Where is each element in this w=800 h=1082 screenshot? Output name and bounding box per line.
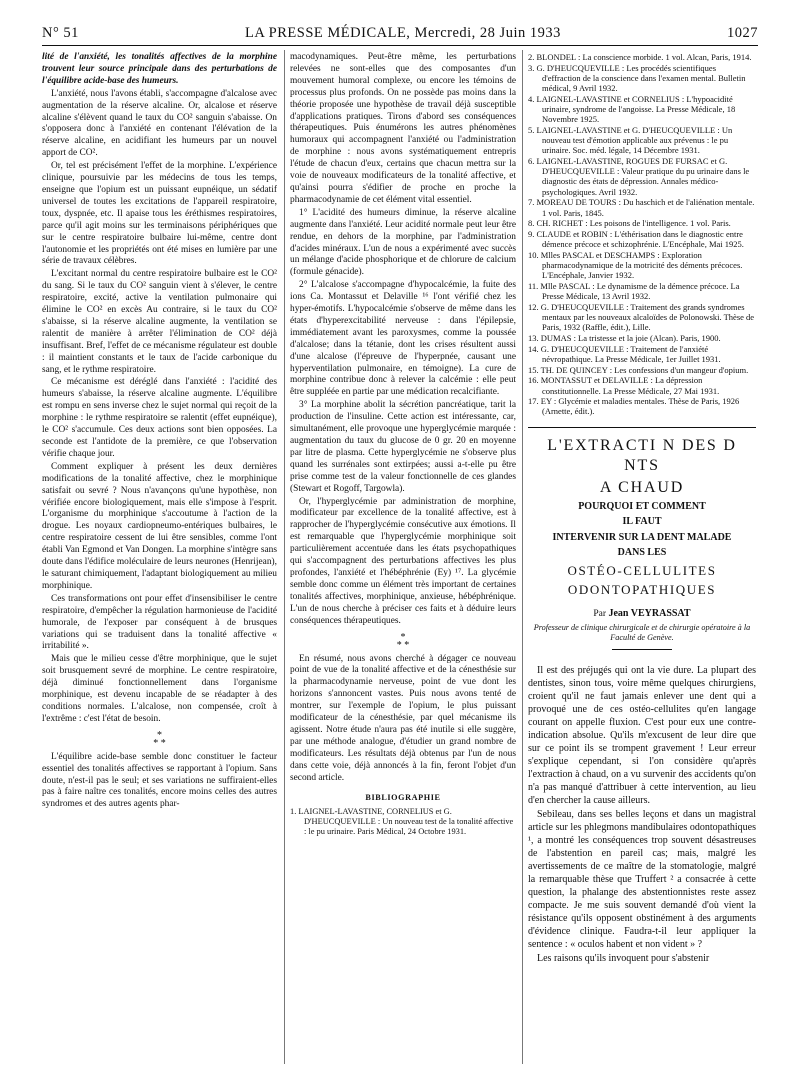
paragraph: Mais que le milieu cesse d'être morphinique, que le sujet soit brusquement sevré de morphine. Le centre respiratoire, déjà diminué fonctionnellement dans l'organisme morphinique, est devenu incapable de se réadapter à des conditions normales. L'alcalose, non compensée, croît à l'extrême : c'est l'état de besoin. — [42, 654, 277, 724]
lead-paragraph: lité de l'anxiété, les tonalités affectives de la morphine trouvent leur source principale dans des perturbations de l'équilibre acide-base des humeurs. — [42, 52, 277, 86]
article-separator — [528, 427, 756, 428]
article-author — [528, 608, 756, 621]
bibliography-entry: 8. CH. RICHET : Les poisons de l'intelligence. 1 vol. Paris. — [528, 218, 731, 229]
bibliography-entry: 3. G. D'HEUCQUEVILLE : Les procédés scientifiques d'effraction de la conscience dans l'examen mental. Bulletin médical, 9 Avril 1932. — [528, 62, 746, 94]
bibliography-entry: 17. EY : Glycémie et maladies mentales. Thèse de Paris, 1926 (Arnette, édit.). — [528, 396, 740, 417]
paragraph: L'équilibre acide-base semble donc constituer le facteur essentiel des tonalités affectives se rapportant à l'opium. Sans doute, n'est-il pas le seul; et ses variations ne suffiraient-elles pas à faire naître ces tonalités, encore moins celles des autres syndromes et des autres agents phar- — [42, 751, 277, 810]
bibliography-heading: BIBLIOGRAPHIE — [365, 793, 441, 803]
paragraph: Comment expliquer à présent les deux dernières modifications de la tonalité affective, chez le morphinique satisfait ou sevré ? Nous n'avançons qu'une hypothèse, non vérifiée encore biologiquement, mais elle s'impose à l'esprit. L'organisme du morphinique s'accoutume à l'action de la drogue. Les noyaux cardiopneumo-entériques bulbaires, le centre respiratoire cessent de lui être sensibles, comme l'ont établi Van Egmond et Van Dongen. La morphine s'intègre sans doute dans l'édifice moléculaire de leurs neurones (Henrijean), le saturant chimiquement, l'adaptant biologiquement au milieu morphinique. — [42, 461, 277, 591]
paragraph: Sebileau, dans ses belles leçons et dans un magistral article sur les phlegmons mandibulaires odontopathiques ¹, a montré les conséquences trop souvent désastreuses de l'abstention en pareil cas; mais, malgré les avertissements de ce maître de la stomatologie, malgré la remarquable thèse que Truffert ² a consacrée à cette question, la phalange des abstentionnistes reste assez compacte. Je me suis souvent demandé d'où vient la résistance qu'ils opposent obstinément à des arguments d'évidence clinique. Faudra-t-il leur appliquer la sentence : « oculos habent et non vident » ? — [528, 808, 756, 950]
bibliography-entry: 7. MOREAU DE TOURS : Du haschich et de l'aliénation mentale. 1 vol. Paris, 1845. — [528, 197, 755, 218]
paragraph: 1° L'acidité des humeurs diminue, la réserve alcaline augmente dans l'anxiété. Leur acidité normale peut leur être rendue, en dehors de la morphine, par l'administration d'acides minéraux. L'un de nous a expérimenté avec succès un mélange d'acide phosphorique et de chlorure de calcium (formule génacide). — [290, 207, 516, 278]
bibliography-entry: 14. G. D'HEUCQUEVILLE : Traitement de l'anxiété névropathique. La Presse Médicale, 1er Juillet 1931. — [528, 343, 721, 364]
page-header — [42, 16, 758, 46]
paragraph: Or, tel est précisément l'effet de la morphine. L'expérience clinique, poursuivie par les médecins de tous les temps, enseigne que l'opium est un puissant eupnéique, un sédatif universel de toutes les excitations de l'appareil respiratoire, toux, dyspnée, etc. Il apaise tous les éréthismes respiratoires, parce qu'il agit moins sur les terminaisons périphériques que sur le centre respiratoire bulbaire lui-même, centre dont l'autonomie et les propriétés ont été mises en lumière par une série de travaux célèbres. — [42, 161, 277, 267]
paragraph: Il est des préjugés qui ont la vie dure. La plupart des dentistes, sinon tous, voire même quelques chirurgiens, croient qu'il ne faut jamais enlever une dent qui a provoqué une de ces ostéo-cellulites qu'en langage courant on appelle fluxion. C'est pour eux une contre-indication absolue. Qu'ils m'excusent de leur dire que sur ce point ils se trompent gravement ! Leur erreur s'explique cependant, si l'on considère qu'après l'extraction à chaud, on a vu survenir des accidents qu'on n'a pas manqué d'attribuer à cette intervention, au lieu d'en chercher la cause ailleurs. — [528, 664, 756, 806]
paragraph: Les raisons qu'ils invoquent pour s'abstenir — [537, 952, 710, 964]
bibliography-entry: 4. LAIGNEL-LAVASTINE et CORNELIUS : L'hypoacidité urinaire, syndrome de l'angoisse. La Presse Médicale, 18 Novembre 1925. — [528, 93, 736, 125]
paragraph: 2° L'alcalose s'accompagne d'hypocalcémie, la fuite des ions Ca. Montassut et Delaville ¹⁶ l'ont vérifié chez les hyper-émotifs. L'hypocalcémie s'observe de même dans les états d'hyperexcitabilité nerveuse : dans l'épilepsie, immédiatement avant les paroxysmes, comme la poussée d'alcalose; dans la tétanie, dont les crises résultent aussi d'une alcalose (l'épreuve de l'hyperpnée, causant une hyperventilation pulmonaire, en témoigne). La cure de morphine contribue donc à relever la calcémie : elle peut être suppléée en partie par une médication recalcifiante. — [290, 280, 516, 398]
article-subtitle: INTERVENIR SUR LA DENT MALADE — [552, 531, 732, 543]
section-separator: * * * — [396, 631, 410, 651]
bibliography-entry: 16. MONTASSUT et DELAVILLE : La dépression constitutionnelle. La Presse Médicale, 27 Mai 1931. — [528, 375, 720, 396]
paragraph: L'anxiété, nous l'avons établi, s'accompagne d'alcalose avec augmentation de la réserve alcaline. Or, alcalose et réserve alcaline s'élèvent quand le taux du CO² sanguin s'abaisse. On s'opposera donc à l'anxiété en contenant l'élévation de la réserve alcaline, en acidifiant les humeurs par un nouvel apport de CO². — [42, 88, 277, 159]
bibliography-entry: 11. Mlle PASCAL : Le dynamisme de la démence précoce. La Presse Médicale, 13 Avril 1932. — [528, 280, 740, 302]
article-subtitle-large: OSTÉO-CELLULITES — [567, 562, 717, 578]
author-name: Jean VEYRASSAT — [608, 607, 691, 619]
section-separator: * * * — [153, 729, 166, 749]
column-divider — [284, 50, 285, 1064]
article-subtitle-large: ODONTOPATHIQUES — [567, 581, 717, 597]
article-subtitle: DANS LES — [617, 547, 667, 559]
paragraph: Ces transformations ont pour effet d'insensibiliser le centre respiratoire, d'empêcher la régulation harmonieuse de l'acidité humorale, de l'exposer par conséquent à de brusques variations qui se traduisent dans la tonalité affective « irritabilité ». — [42, 593, 277, 652]
short-divider — [612, 649, 672, 650]
author-prefix: Par — [593, 608, 609, 619]
paragraph: L'excitant normal du centre respiratoire bulbaire est le CO² du sang. Si le taux du CO² sanguin vient à s'élever, le centre respiratoire, excité, active la ventilation pulmonaire qui élimine le CO² en excès Au contraire, si le taux du CO² s'abaisse, si la réserve alcaline augmente, la ventilation se ralentit de manière à arrêter l'élimination de CO² déjà insuffisant. Bref, l'effet de ce mécanisme régulateur est double : il maintient constants et le taux de l'acide carbonique du sang, et le rythme respiratoire. — [42, 269, 277, 375]
article-title: L'EXTRACTI N DES D NTS — [547, 436, 737, 474]
column-3 — [528, 52, 756, 966]
article-subtitle: POURQUOI ET COMMENT — [578, 500, 706, 512]
bibliography-entry: 5. LAIGNEL-LAVASTINE et G. D'HEUCQUEVILLE : Un nouveau test d'émotion applicable aux prévenus : le pu urinaire. Soc. méd. légale, 14 Décembre 1931. — [528, 124, 733, 156]
article-subtitle: IL FAUT — [622, 516, 662, 528]
column-divider — [522, 50, 523, 1064]
paragraph: 3° La morphine abolit la sécrétion pancréatique, tarit la production de l'insuline. Cette action est intéressante, car, simultanément, elle provoque une hyperglycémie marquée : augmentation du taux du glucose de 0 gr. 20 en moyenne par litre de plasma. Cette hyperglycémie ne s'observe plus quand les surrénales sont extirpées; aussi a-t-elle pu être prise comme test de la valeur fonctionnelle de ces glandes (Stewart et Rogoff, Targowla). — [290, 400, 516, 494]
journal-title: LA PRESSE MÉDICALE, Mercredi, 28 Juin 1933 — [245, 25, 561, 41]
bibliography-entry: 9. CLAUDE et ROBIN : L'éthérisation dans le diagnostic entre démence précoce et schizophrénie. L'Encéphale, Mai 1925. — [528, 228, 744, 250]
article-title-line2: A CHAUD — [599, 478, 685, 496]
bibliography-entry: 6. LAIGNEL-LAVASTINE, ROGUES DE FURSAC et G. D'HEUCQUEVILLE : Valeur pratique du pu urinaire dans le diagnostic des états de dépression. Annales médico-psychologiques. Avril 1932. — [528, 156, 750, 197]
bibliography-entry: 13. DUMAS : La tristesse et la joie (Alcan). Paris, 1900. — [528, 332, 721, 343]
bibliography-entry: 15. TH. DE QUINCEY : Les confessions d'un mangeur d'opium. — [528, 364, 749, 375]
bibliography-entry: 2. BLONDEL : La conscience morbide. 1 vol. Alcan, Paris, 1914. — [528, 52, 752, 62]
column-1 — [42, 52, 277, 812]
issue-number: N° 51 — [42, 25, 79, 41]
bibliography-entry: 10. Mlles PASCAL et DESCHAMPS : Exploration pharmacodynamique de la motricité des déments précoces. L'Encéphale, Janvier 1932. — [528, 249, 743, 281]
paragraph: macodynamiques. Peut-être même, les perturbations relevées ne sont-elles que des composantes d'un mouvement humoral complexe, ou encore les témoins de processus plus profonds. On ne possède pas moins dans la théorie proposée une hypothèse de travail déjà susceptible d'applications pratiques. Tirons d'abord ses conséquences thérapeutiques. Puis énumérons les autres phénomènes humoraux qui accompagnent l'anxiété ou l'administration de morphine : nous avons systématiquement entrepris l'étude de chacun d'eux, certains que chacun mettra sur la voie de nouveaux modificateurs de la tonalité affective, et qu'ainsi pourra s'édifier de proche en proche la pharmacodynamie de cet élément vital essentiel. — [290, 52, 516, 205]
bibliography-entry: 1. LAIGNEL-LAVASTINE, CORNELIUS et G. D'HEUCQUEVILLE : Un nouveau test de la tonalité affective : le pu urinaire. Paris Médical, 24 Octobre 1931. — [290, 807, 514, 837]
bibliography-entry: 12. G. D'HEUCQUEVILLE : Traitement des grands syndromes mentaux par les nouveaux alcaloïdes de Polonowski. Thèse de Paris, 1932 (Raffle, édit.), Lille. — [528, 301, 755, 333]
page-number: 1027 — [727, 25, 758, 41]
paragraph: Ce mécanisme est déréglé dans l'anxiété : l'acidité des humeurs s'abaisse, la réserve alcaline augmente. L'équilibre est rompu en sens inverse chez le sujet normal qui reçoit de la morphine : le rythme respiratoire se ralentit (effet eupnéique), le CO² s'accumule. Ces deux actions sont bien opposées. La seconde est l'antidote de la première, ce que l'observation vérifie chaque jour. — [42, 377, 277, 459]
author-affiliation: Professeur de clinique chirurgicale et de chirurgie opératoire à la Faculté de Genève. — [533, 622, 751, 642]
column-2 — [290, 52, 516, 838]
paragraph: Or, l'hyperglycémie par administration de morphine, modificateur par excellence de la tonalité affective, est à rapprocher de l'hyperglycémie consécutive aux émotions. Il est remarquable que l'hyperglycémie morphinique soit particulièrement accentuée dans les états psychopathiques qui s'accompagnent des perturbations affectives les plus profondes, l'anxiété et l'hébéphrénie (Ey) ¹⁷. La glycémie semble donc comme un élément très important de certaines tonalités affectives, morphinique, anxieuse, hébéphrénique. L'un de nous cherche à préciser ces faits et à déduire leurs conséquences thérapeutiques. — [290, 496, 516, 626]
paragraph: En résumé, nous avons cherché à dégager ce nouveau point de vue de la tonalité affective et de la cénesthésie sur la pharmacodynamie nerveuse, point de vue dont les horizons s'annoncent vastes. Puis nous avons tenté de montrer, sur l'exemple de l'opium, le plus puissant modificateur de la cénesthésie, par quel mécanisme ils agissent. Notre étude n'aura pas été inutile si elle suggère, par une méthode analogue, d'étudier un grand nombre de modificateurs. Les résultats déjà obtenus par l'un de nous dans cette voie, déjà annoncés à la fin, feront l'objet d'un second article. — [290, 653, 516, 783]
